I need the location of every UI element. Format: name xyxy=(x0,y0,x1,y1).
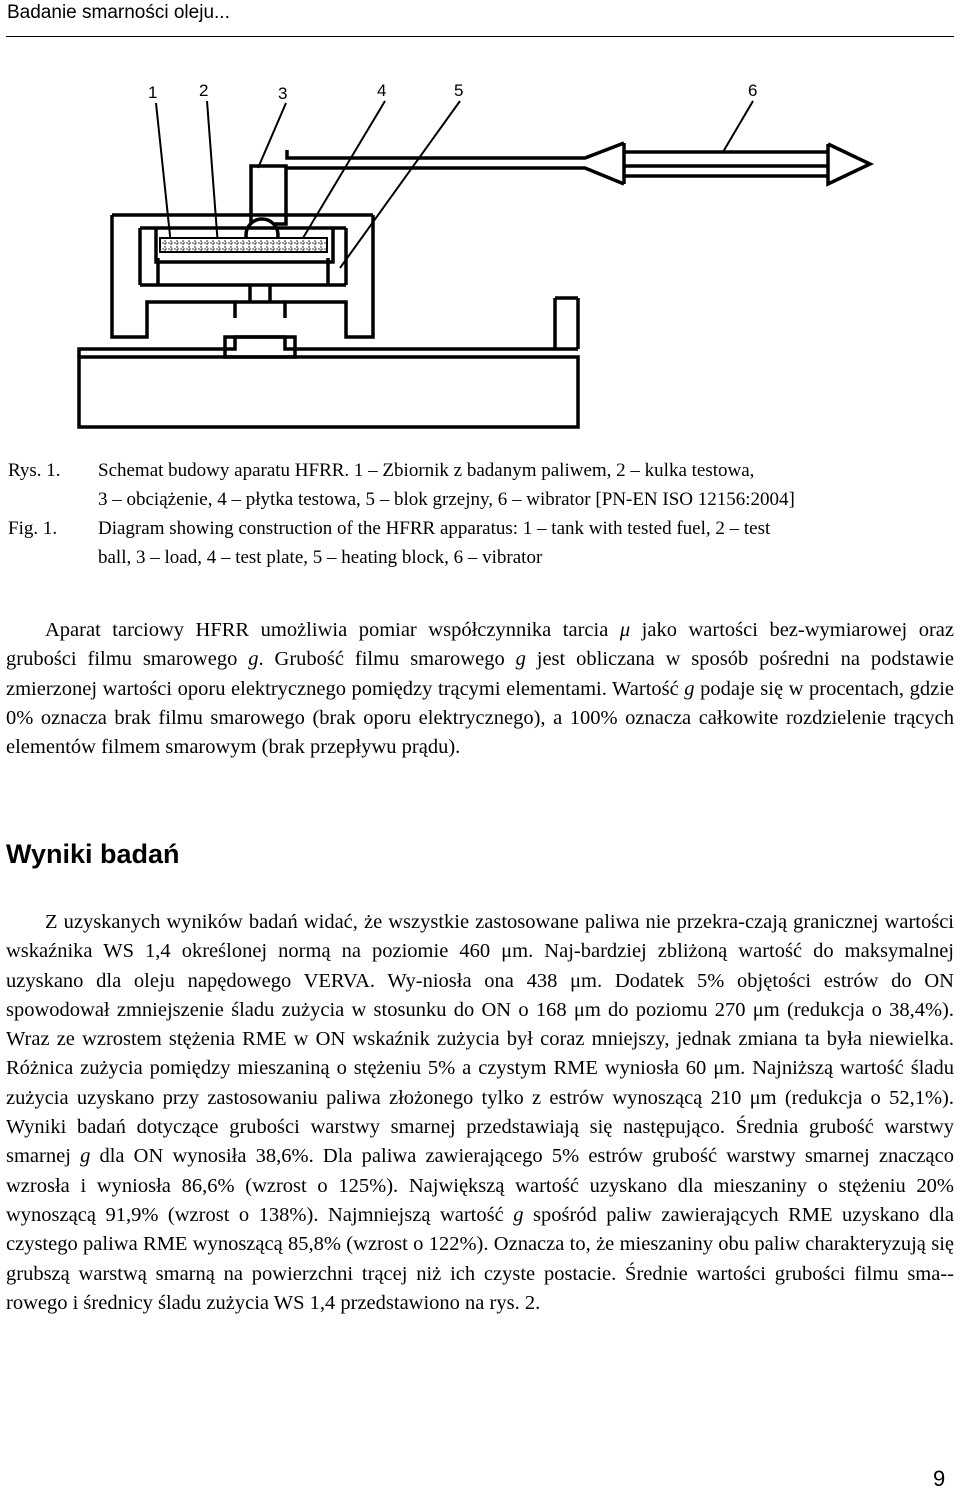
caption-text-en-1: Diagram showing construction of the HFRR apparatus: 1 – tank with tested fuel, 2 – test xyxy=(98,518,771,539)
fig-label-2: 2 xyxy=(199,81,209,100)
base-frame xyxy=(79,298,578,427)
caption-text-en-2: ball, 3 – load, 4 – test plate, 5 – heating block, 6 – vibrator xyxy=(98,547,543,568)
tank-fuel xyxy=(160,238,327,252)
fig-label-6: 6 xyxy=(748,81,758,100)
page-number: 9 xyxy=(933,1466,946,1491)
section-heading: Wyniki badań xyxy=(6,839,180,869)
caption-label-en: Fig. 1. xyxy=(8,518,58,539)
header-divider xyxy=(6,36,954,37)
caption-text-pl-1: Schemat budowy aparatu HFRR. 1 – Zbiornik z badanym paliwem, 2 – kulka testowa, xyxy=(98,460,755,481)
figure-caption xyxy=(8,456,956,572)
symbol-mu: μ xyxy=(619,619,631,641)
fig-label-1: 1 xyxy=(148,83,158,102)
hfrr-apparatus-diagram xyxy=(0,60,960,460)
caption-text-pl-2: 3 – obciążenie, 4 – płytka testowa, 5 – blok grzejny, 6 – wibrator [PN-EN ISO 12156:2004] xyxy=(98,489,795,510)
body-paragraph-1: Aparat tarciowy HFRR umożliwia pomiar współczynnika tarcia μ jako wartości bez-wymiarowej oraz grubości filmu smarowego g. Grubość filmu smarowego g jest obliczana w sposób pośredni na podstawie zmierzonej wartości oporu elektrycznego pomiędzy trącymi elementami. Wartość g podaje się w procentach, gdzie 0% oznacza brak filmu smarowego (brak oporu elektrycznego), a 100% oznacza całkowite rozdzielenie trących elementów filmem smarowym (brak przepływu prądu). xyxy=(6,619,955,759)
fig-label-5: 5 xyxy=(454,81,464,100)
running-header: Badanie smarności oleju... xyxy=(7,2,230,23)
fig-label-3: 3 xyxy=(278,84,288,103)
body-paragraph-2: Z uzyskanych wyników badań widać, że wszystkie zastosowane paliwa nie przekra-czają granicznej wartości wskaźnika WS 1,4 określonej normą na poziomie 460 μm. Naj-bardziej zbliżoną wartość do maksymalnej uzyskano dla oleju napędowego VERVA. Wy-niosła ona 438 μm. Dodatek 5% objętości estrów do ON spowodował zmniejszenie śladu zużycia w stosunku do ON o 168 μm do poziomu 270 μm (redukcja o 38,4%). Wraz ze wzrostem stężenia RME w ON wskaźnik zużycia był coraz mniejszy, jednak zmiana ta była niewielka. Różnica zużycia pomiędzy mieszaniną o stężeniu 5% a czystym RME wyniosła 60 μm. Najniższą wartość śladu zużycia uzyskano przy zastosowaniu paliwa złożonego tylko z estrów wynoszącą 210 μm (redukcja o 52,1%). Wyniki badań dotyczące grubości warstwy smarnej przedstawiają się następująco. Średnia grubość warstwy smarnej g dla ON wynosiła 38,6%. Dla paliwa zawierającego 5% estrów grubość warstwy smarnej znacząco wzrosła i wyniosła 86,6% (wzrost o 125%). Największą wartość uzyskano dla mieszaniny o stężeniu 20% wynoszącą 91,9% (wzrost o 138%). Najmniejszą wartość g spośród paliw zawierających RME uzyskano dla czystego paliwa RME wynoszącą 85,8% (wzrost o 122%). Oznacza to, że mieszaniny obu paliw charakteryzują się grubszą warstwą smarną na powierzchni trącej niż ich czyste postacie. Średnie wartości grubości filmu sma-rowego i średnicy śladu zużycia WS 1,4 przedstawiono na rys. 2. xyxy=(6,911,954,1314)
caption-label-pl: Rys. 1. xyxy=(8,460,61,481)
vibrator-arm xyxy=(287,143,870,184)
fig-label-4: 4 xyxy=(377,81,387,100)
